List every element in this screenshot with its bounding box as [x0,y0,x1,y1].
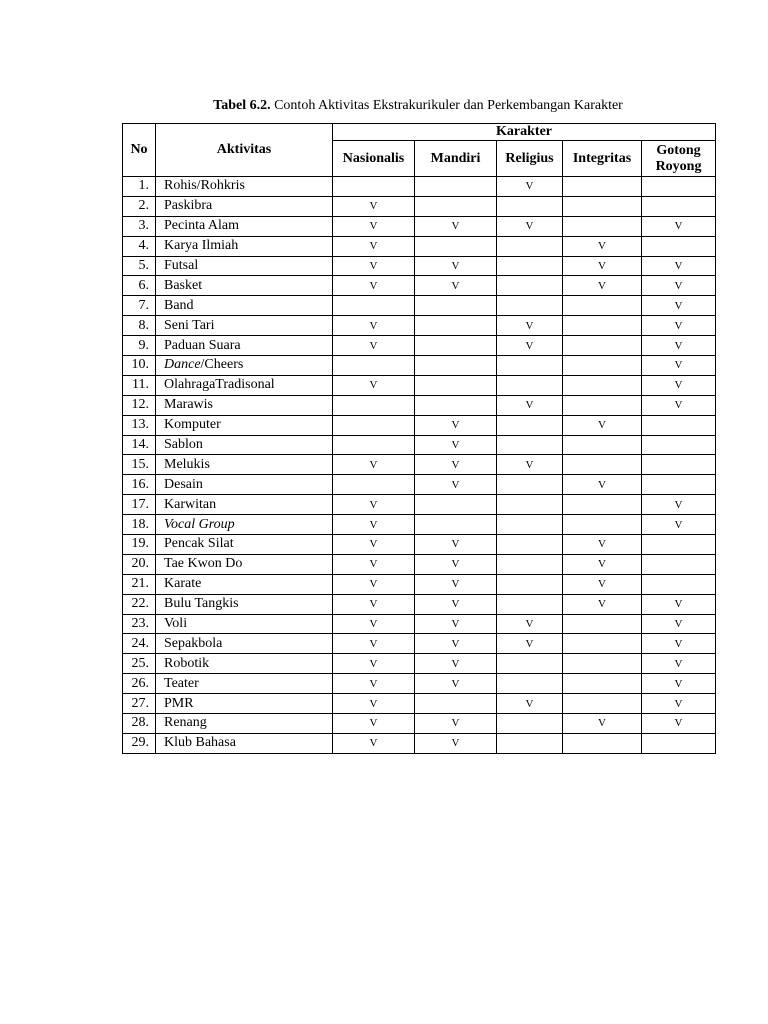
table-row [123,276,716,296]
mark-integritas [563,455,642,475]
mark-mandiri [415,515,497,535]
table-row [123,177,716,197]
activity-name: Basket [156,276,333,296]
mark-mandiri: V [415,415,497,435]
mark-religius [497,236,563,256]
mark-mandiri: V [415,654,497,674]
mark-mandiri: V [415,594,497,614]
header-gotong-line2: Royong [655,158,702,174]
activity-name: PMR [156,694,333,714]
mark-gotong-royong: V [642,296,716,316]
mark-religius: V [497,216,563,236]
mark-nasionalis [333,177,415,197]
mark-nasionalis [333,296,415,316]
header-karakter: Karakter [333,124,716,141]
mark-mandiri: V [415,634,497,654]
mark-gotong-royong: V [642,495,716,515]
table-row [123,554,716,574]
table-row [123,714,716,734]
mark-nasionalis [333,356,415,376]
mark-integritas [563,196,642,216]
mark-nasionalis: V [333,694,415,714]
table-row [123,316,716,336]
table-row [123,375,716,395]
mark-mandiri: V [415,714,497,734]
mark-gotong-royong: V [642,674,716,694]
mark-integritas [563,316,642,336]
mark-nasionalis: V [333,594,415,614]
table-row [123,356,716,376]
row-number: 13. [123,415,156,435]
row-number: 27. [123,694,156,714]
row-number: 10. [123,356,156,376]
table-row [123,614,716,634]
mark-mandiri [415,495,497,515]
row-number: 8. [123,316,156,336]
table-caption [122,97,714,115]
mark-nasionalis: V [333,375,415,395]
mark-mandiri [415,296,497,316]
mark-religius [497,415,563,435]
mark-nasionalis: V [333,196,415,216]
mark-integritas [563,733,642,753]
mark-nasionalis: V [333,515,415,535]
mark-gotong-royong: V [642,276,716,296]
mark-mandiri: V [415,535,497,555]
mark-mandiri [415,177,497,197]
header-no: No [123,124,156,177]
header-gotong-royong [642,141,716,177]
table-row [123,475,716,495]
mark-religius [497,256,563,276]
row-number: 19. [123,535,156,555]
row-number: 3. [123,216,156,236]
mark-religius [497,594,563,614]
mark-integritas: V [563,475,642,495]
mark-nasionalis: V [333,216,415,236]
mark-gotong-royong [642,554,716,574]
mark-mandiri: V [415,276,497,296]
mark-religius: V [497,455,563,475]
mark-integritas: V [563,236,642,256]
mark-gotong-royong: V [642,515,716,535]
mark-nasionalis: V [333,236,415,256]
mark-gotong-royong: V [642,714,716,734]
row-number: 4. [123,236,156,256]
activity-name [156,356,333,376]
table-row [123,694,716,714]
mark-gotong-royong [642,574,716,594]
mark-gotong-royong [642,535,716,555]
mark-religius [497,435,563,455]
mark-religius [497,515,563,535]
mark-nasionalis: V [333,614,415,634]
mark-integritas [563,694,642,714]
mark-integritas: V [563,256,642,276]
mark-gotong-royong [642,196,716,216]
table-row [123,634,716,654]
activity-name: Sepakbola [156,634,333,654]
activity-name-italic: Vocal Group [164,516,235,532]
row-number: 26. [123,674,156,694]
mark-religius [497,296,563,316]
mark-religius [497,276,563,296]
activity-name: Paskibra [156,196,333,216]
table-row [123,296,716,316]
mark-integritas [563,356,642,376]
mark-mandiri: V [415,435,497,455]
row-number: 5. [123,256,156,276]
row-number: 22. [123,594,156,614]
mark-gotong-royong [642,733,716,753]
mark-gotong-royong: V [642,694,716,714]
activity-name: Futsal [156,256,333,276]
mark-religius [497,196,563,216]
mark-mandiri: V [415,674,497,694]
table-row [123,674,716,694]
mark-integritas [563,614,642,634]
mark-mandiri: V [415,574,497,594]
mark-religius: V [497,336,563,356]
activity-name-rest: /Cheers [200,357,244,373]
mark-nasionalis: V [333,733,415,753]
mark-integritas [563,634,642,654]
mark-gotong-royong: V [642,216,716,236]
row-number: 20. [123,554,156,574]
mark-nasionalis: V [333,654,415,674]
mark-integritas [563,216,642,236]
activity-name: Band [156,296,333,316]
mark-nasionalis: V [333,316,415,336]
table-row [123,594,716,614]
row-number: 11. [123,375,156,395]
row-number: 6. [123,276,156,296]
activity-name-italic: Dance [164,357,201,373]
table-row [123,336,716,356]
mark-religius [497,475,563,495]
mark-religius [497,375,563,395]
mark-mandiri [415,694,497,714]
mark-nasionalis: V [333,674,415,694]
mark-gotong-royong [642,236,716,256]
mark-gotong-royong: V [642,395,716,415]
table-row [123,535,716,555]
mark-integritas: V [563,415,642,435]
row-number: 9. [123,336,156,356]
mark-nasionalis: V [333,336,415,356]
mark-mandiri [415,196,497,216]
activity-name: Rohis/Rohkris [156,177,333,197]
mark-gotong-royong: V [642,654,716,674]
activity-name: OlahragaTradisonal [156,375,333,395]
mark-integritas: V [563,554,642,574]
mark-religius [497,554,563,574]
mark-religius [497,574,563,594]
mark-gotong-royong: V [642,375,716,395]
mark-gotong-royong: V [642,256,716,276]
activity-name: Karate [156,574,333,594]
activity-name: Pencak Silat [156,535,333,555]
mark-gotong-royong: V [642,614,716,634]
activity-name: Karya Ilmiah [156,236,333,256]
row-number: 25. [123,654,156,674]
mark-integritas [563,296,642,316]
mark-mandiri: V [415,554,497,574]
row-number: 18. [123,515,156,535]
mark-religius [497,714,563,734]
mark-gotong-royong: V [642,336,716,356]
mark-gotong-royong [642,415,716,435]
mark-integritas [563,654,642,674]
header-integritas: Integritas [563,141,642,177]
mark-mandiri [415,395,497,415]
mark-nasionalis: V [333,634,415,654]
row-number: 24. [123,634,156,654]
table-row [123,495,716,515]
mark-integritas: V [563,714,642,734]
activity-name: Voli [156,614,333,634]
table-row [123,574,716,594]
mark-integritas: V [563,574,642,594]
mark-nasionalis: V [333,574,415,594]
row-number: 21. [123,574,156,594]
row-number: 2. [123,196,156,216]
caption-text: Contoh Aktivitas Ekstrakurikuler dan Perkembangan Karakter [270,98,623,113]
mark-mandiri: V [415,475,497,495]
mark-religius [497,495,563,515]
activity-name: Desain [156,475,333,495]
mark-integritas: V [563,276,642,296]
row-number: 15. [123,455,156,475]
activity-name: Tae Kwon Do [156,554,333,574]
mark-religius [497,535,563,555]
mark-mandiri: V [415,455,497,475]
activity-character-table [122,123,716,754]
header-mandiri: Mandiri [415,141,497,177]
mark-integritas: V [563,535,642,555]
table-row [123,455,716,475]
mark-nasionalis [333,415,415,435]
mark-religius: V [497,177,563,197]
mark-religius: V [497,614,563,634]
row-number: 23. [123,614,156,634]
mark-religius [497,674,563,694]
table-row [123,654,716,674]
mark-mandiri [415,236,497,256]
mark-integritas [563,435,642,455]
mark-gotong-royong: V [642,594,716,614]
mark-religius [497,356,563,376]
mark-nasionalis [333,475,415,495]
mark-integritas [563,495,642,515]
activity-name: Melukis [156,455,333,475]
header-gotong-line1: Gotong [656,142,701,158]
row-number: 29. [123,733,156,753]
row-number: 12. [123,395,156,415]
mark-gotong-royong [642,455,716,475]
row-number: 16. [123,475,156,495]
mark-nasionalis [333,435,415,455]
table-row [123,256,716,276]
table-row [123,515,716,535]
mark-gotong-royong: V [642,356,716,376]
mark-nasionalis: V [333,535,415,555]
header-aktivitas: Aktivitas [156,124,333,177]
table-row [123,435,716,455]
mark-gotong-royong: V [642,316,716,336]
mark-nasionalis: V [333,256,415,276]
row-number: 7. [123,296,156,316]
activity-name: Renang [156,714,333,734]
row-number: 14. [123,435,156,455]
mark-mandiri: V [415,733,497,753]
mark-nasionalis: V [333,455,415,475]
header-nasionalis: Nasionalis [333,141,415,177]
mark-mandiri: V [415,256,497,276]
mark-religius: V [497,634,563,654]
table-row [123,236,716,256]
mark-mandiri [415,336,497,356]
table-row [123,733,716,753]
activity-name [156,515,333,535]
row-number: 17. [123,495,156,515]
activity-name: Paduan Suara [156,336,333,356]
mark-nasionalis: V [333,714,415,734]
mark-gotong-royong: V [642,634,716,654]
mark-nasionalis: V [333,276,415,296]
table-row [123,395,716,415]
header-religius: Religius [497,141,563,177]
mark-mandiri: V [415,614,497,634]
activity-name: Klub Bahasa [156,733,333,753]
mark-gotong-royong [642,177,716,197]
table-row [123,216,716,236]
mark-mandiri [415,375,497,395]
mark-integritas [563,336,642,356]
mark-religius [497,733,563,753]
mark-integritas [563,515,642,535]
activity-name: Bulu Tangkis [156,594,333,614]
mark-mandiri [415,316,497,336]
caption-label: Tabel 6.2. [213,98,271,113]
activity-name: Seni Tari [156,316,333,336]
mark-integritas [563,375,642,395]
table-row [123,415,716,435]
activity-name: Karwitan [156,495,333,515]
activity-name: Sablon [156,435,333,455]
mark-integritas [563,674,642,694]
activity-name: Marawis [156,395,333,415]
mark-mandiri: V [415,216,497,236]
mark-religius: V [497,395,563,415]
mark-nasionalis [333,395,415,415]
mark-nasionalis: V [333,495,415,515]
mark-religius [497,654,563,674]
mark-integritas: V [563,594,642,614]
activity-name: Teater [156,674,333,694]
mark-integritas [563,177,642,197]
mark-gotong-royong [642,435,716,455]
row-number: 28. [123,714,156,734]
mark-gotong-royong [642,475,716,495]
table-body [123,177,716,754]
activity-name: Robotik [156,654,333,674]
mark-mandiri [415,356,497,376]
activity-name: Pecinta Alam [156,216,333,236]
mark-integritas [563,395,642,415]
table-row [123,196,716,216]
mark-religius: V [497,694,563,714]
row-number: 1. [123,177,156,197]
mark-religius: V [497,316,563,336]
mark-nasionalis: V [333,554,415,574]
activity-name: Komputer [156,415,333,435]
